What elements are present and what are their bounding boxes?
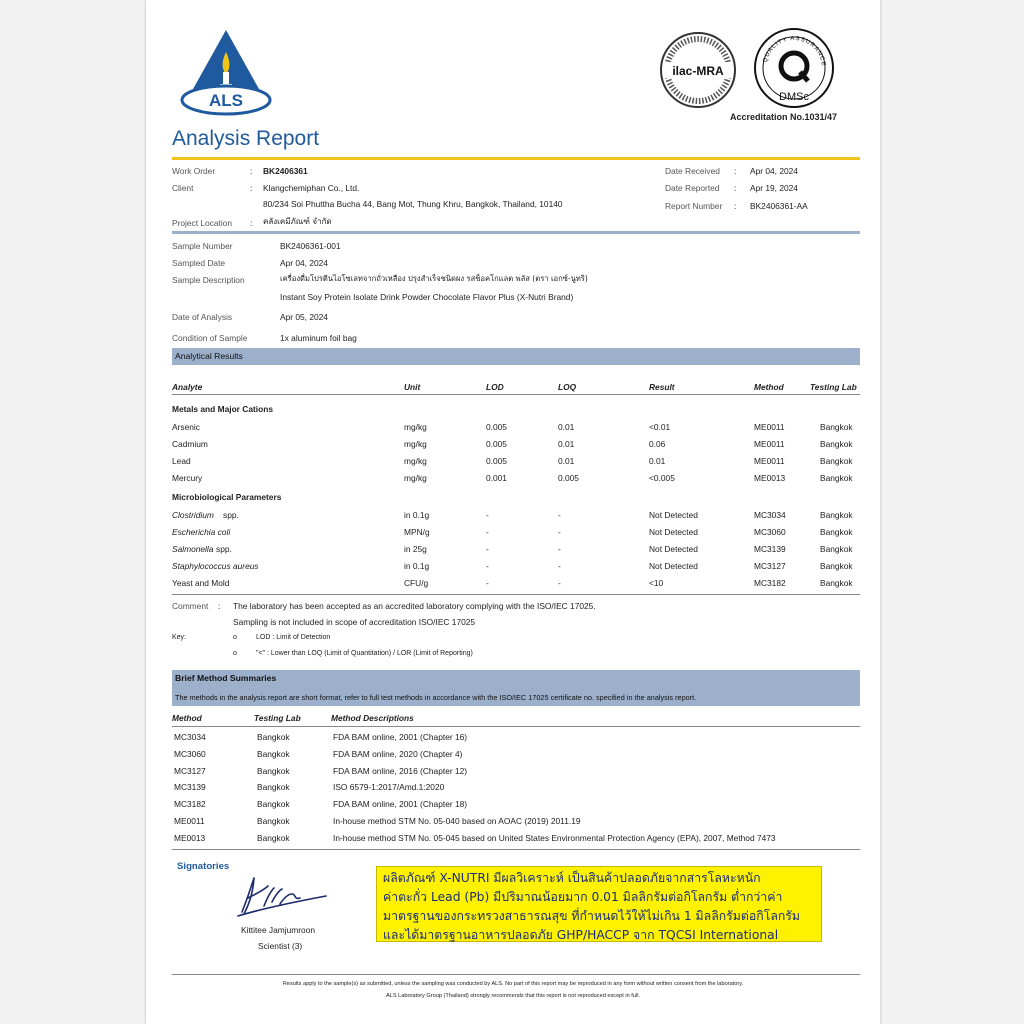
cell-loq: -: [558, 527, 561, 537]
footer-disclaimer-2: ALS Laboratory Group (Thailand) strongly recommends that this report is not reproduced except in full.: [385, 993, 641, 999]
cell-result: <0.005: [649, 473, 675, 483]
col-method-desc: Method Descriptions: [331, 713, 414, 723]
key-lod: LOD : Limit of Detection: [256, 634, 331, 641]
sample-number-label: Sample Number: [172, 241, 233, 251]
signatory-role: Scientist (3): [258, 941, 303, 951]
cell-lab: Bangkok: [820, 527, 853, 537]
cell-unit: in 25g: [404, 544, 427, 554]
cell-unit: mg/kg: [404, 473, 427, 483]
method-code: MC3139: [174, 782, 206, 793]
work-order-value: BK2406361: [263, 166, 308, 176]
sample-description-label: Sample Description: [172, 275, 245, 285]
method-lab: Bangkok: [257, 782, 290, 793]
method-summaries-intro: The methods in the analysis report are short format, refer to full test methods in accordance with the ISO/IEC 17025 certificate no. specified in the analysis report.: [175, 693, 697, 702]
client-address: 80/234 Soi Phuttha Bucha 44, Bang Mot, Thung Khru, Bangkok, Thailand, 10140: [263, 199, 563, 209]
comment-line-2: Sampling is not included in scope of accreditation ISO/IEC 17025: [233, 617, 476, 627]
client-label: Client: [172, 183, 194, 193]
date-received-value: Apr 04, 2024: [750, 166, 798, 176]
highlight-line-3: มาตรฐานของกระทรวงสาธารณสุข ที่กำหนดไว้ให้ไม่เกิน 1 มิลลิกรัมต่อกิโลกรัม: [383, 909, 801, 923]
report-page: ALS ilac-MRA QUALITY ASSURANCE DMSc Accreditation No.1031/47 Analysis Report Work Order : BK2406361 Client : Klangchemiphan Co., Ltd. 80/234 Soi Phuttha Bucha 44, Bang Mot, Thung Khru, Bangkok, Thailand, 10140 Project Location : คลังเคมีภัณฑ์ จำกัด Date Received : Apr 04, 2024 Date Reported : Apr 19, 2024 Report Number : BK2406361-AA Sample Number BK2406361-001 Sampled Date Apr 04, 2024 Sample Description เครื่องดื่มโปรตีนไอโซเลทจากถั่วเหลือง ปรุงสำเร็จชนิดผง รสช็อคโกแลต พลัส (ตรา เอกซ์-นูทริ) Instant Soy Protein Isolate Drink Powder Chocolate Flavor Plus (X-Nutri Brand) Date of Analysis Apr 05, 2024 Condition of Sample 1x aluminum foil bag Analytical Results Analyte Unit LOD LOQ Result Method Testing Lab Metals and Major Cations Arsenic mg/kg 0.005 0.01 <0.01 ME0011 Bangkok Cadmium mg/kg 0.005 0.01 0.06 ME0011 Bangkok Lead mg/kg 0.005 0.01 0.01 ME0011 Bangkok Mercury mg/kg 0.001 0.005 <0.005 ME0013 Bangkok Microbiological Parameters Clostridium spp. in 0.1g - - Not Detected MC3034 Bangkok Escherichia coli MPN/g - - Not Detected MC3060 Bangkok Salmonella spp. in 25g - - Not Detected MC3139 Bangkok Staphylococcus aureus in 0.1g - - Not Detected MC3127 Bangkok Yeast and Mold CFU/g - - <10 MC3182 Bangkok Comment : The laboratory has been accepted as an accredited laboratory complying with the ISO/IEC 17025. Sampling is not included in scope of accreditation ISO/IEC 17025 Key: o LOD : Limit of Detection o "<" : Lower than LOQ (Limit of Quantitation) / LOR (Limit of Reporting) Brief Method Summaries The methods in the analysis report are short format, refer to full test methods in accordance with the ISO/IEC 17025 certificate no. specified in the analysis report. Method Testing Lab Method Descriptions MC3034 Bangkok FDA BAM online, 2001 (Chapter 16) MC3060 Bangkok FDA BAM online, 2020 (Chapter 4) MC3127 Bangkok FDA BAM online, 2016 (Chapter 12) MC3139 Bangkok ISO 6579-1:2017/Amd.1:2020 MC3182 Bangkok FDA BAM online, 2001 (Chapter 18) ME0011 Bangkok In-house method STM No. 05-040 based on AOAC (2019) 2011.19 ME0013 Bangkok In-house method STM No. 05-045 based on United States Environmental Protection Agency (EPA), 2007, Method 7473 Signatories Kittitee Jamjumroon Scientist (3) ผลิตภัณฑ์ X-NUTRI มีผลวิเคราะห์ เป็นสินค้าปลอดภัยจากสารโลหะหนัก ค่าตะกั่ว Lead (Pb) มีปริมาณน้อยมาก 0.01 มิลลิกรัมต่อกิโลกรัม ต่ำกว่าค่า มาตรฐานของกระทรวงสาธารณสุข ที่กำหนดไว้ให้ไม่เกิน 1 มิลลิกรัมต่อกิโลกรัม และได้มาตรฐานอาหารปลอดภัย GHP/HACCP จาก TQCSI International Results apply to the sample(s) as submitted, unless the sampling was conducted by ALS. No part of this report may be reproduced in any form without written consent from the laboratory. ALS Laboratory Group (Thailand) strongly recommends that this report is not reproduced except in full.: [146, 0, 880, 1024]
dmsc-ring-text: QUALITY ASSURANCE: [762, 35, 827, 68]
col-result: Result: [649, 382, 675, 392]
method-code: ME0013: [174, 832, 206, 843]
report-title: Analysis Report: [172, 127, 320, 150]
method-description: FDA BAM online, 2020 (Chapter 4): [333, 748, 463, 759]
cell-unit: mg/kg: [404, 422, 427, 432]
method-description: In-house method STM No. 05-045 based on United States Environmental Protection Agency (EPA), 2007, Method 7473: [333, 832, 776, 843]
col-method: Method: [754, 382, 784, 392]
col-method-code: Method: [172, 713, 202, 723]
method-summaries-title: Brief Method Summaries: [175, 673, 277, 683]
dmsc-text: DMSc: [779, 91, 809, 103]
cell-method: ME0011: [754, 456, 785, 466]
col-loq: LOQ: [558, 382, 577, 392]
cell-result: 0.01: [649, 456, 666, 466]
analyte-name: Lead: [172, 456, 191, 466]
methods-bottom-rule: [172, 849, 860, 850]
method-lab: Bangkok: [257, 748, 290, 759]
analyte-name: Escherichia coli: [172, 527, 231, 537]
cell-loq: 0.01: [558, 456, 575, 466]
method-code: MC3034: [174, 732, 206, 742]
method-lab: Bangkok: [257, 816, 290, 826]
analysis-date-value: Apr 05, 2024: [280, 312, 328, 322]
cell-lab: Bangkok: [820, 561, 853, 571]
table-bottom-rule: [172, 594, 860, 595]
cell-result: <0.01: [649, 422, 671, 432]
analytical-results-bar: [172, 348, 860, 365]
cell-result: Not Detected: [649, 544, 698, 554]
cell-method: MC3034: [754, 510, 786, 520]
method-lab: Bangkok: [257, 765, 290, 776]
col-unit: Unit: [404, 382, 421, 392]
cell-result: Not Detected: [649, 510, 698, 520]
project-location-value: คลังเคมีภัณฑ์ จำกัด: [263, 217, 332, 226]
method-lab: Bangkok: [257, 732, 290, 742]
cell-loq: -: [558, 510, 561, 520]
cell-method: ME0011: [754, 422, 785, 432]
cell-unit: in 0.1g: [404, 510, 430, 520]
analyte-name: Mercury: [172, 473, 203, 483]
method-code: MC3182: [174, 799, 206, 810]
footer-disclaimer-1: Results apply to the sample(s) as submitted, unless the sampling was conducted by ALS. No part of this report may be reproduced in any form without written consent from the laboratory.: [282, 981, 744, 987]
key-bullet-1: o: [233, 634, 237, 641]
analyte-suffix: spp.: [223, 510, 239, 520]
analyte-name: Clostridium: [172, 510, 214, 520]
cell-result: Not Detected: [649, 527, 698, 537]
col-testing-lab: Testing Lab: [810, 382, 857, 392]
cell-unit: in 0.1g: [404, 561, 430, 571]
cell-loq: 0.01: [558, 439, 575, 449]
cell-lab: Bangkok: [820, 578, 853, 588]
signatories-label: Signatories: [177, 861, 230, 872]
cell-lod: 0.005: [486, 456, 507, 466]
method-description: ISO 6579-1:2017/Amd.1:2020: [333, 782, 445, 793]
col-method-lab: Testing Lab: [254, 713, 301, 723]
method-code: ME0011: [174, 816, 205, 826]
cell-method: ME0011: [754, 439, 785, 449]
report-number-value: BK2406361-AA: [750, 201, 808, 211]
footer-rule: [172, 974, 860, 975]
logo-text: ALS: [209, 91, 243, 110]
cell-lab: Bangkok: [820, 473, 853, 483]
signatory-name: Kittitee Jamjumroon: [241, 925, 316, 935]
cell-method: MC3060: [754, 527, 786, 537]
cell-method: MC3139: [754, 544, 786, 554]
cell-loq: -: [558, 561, 561, 571]
methods-header-rule: [172, 726, 860, 727]
method-description: FDA BAM online, 2016 (Chapter 12): [333, 765, 468, 776]
cell-lod: -: [486, 544, 489, 554]
analyte-name: Cadmium: [172, 439, 208, 449]
cell-loq: -: [558, 544, 561, 554]
analyte-name: Staphylococcus aureus: [172, 561, 259, 571]
col-lod: LOD: [486, 382, 504, 392]
method-summaries-bar: [172, 670, 860, 706]
date-reported-label: Date Reported: [665, 183, 720, 193]
cell-lod: -: [486, 578, 489, 588]
cell-unit: mg/kg: [404, 456, 427, 466]
cell-method: MC3127: [754, 561, 786, 571]
date-received-label: Date Received: [665, 166, 720, 176]
key-lower-than: "<" : Lower than LOQ (Limit of Quantitation) / LOR (Limit of Reporting): [256, 650, 473, 657]
cell-lab: Bangkok: [820, 510, 853, 520]
date-reported-value: Apr 19, 2024: [750, 183, 798, 193]
cell-lab: Bangkok: [820, 456, 853, 466]
sampled-date-value: Apr 04, 2024: [280, 258, 328, 268]
cell-loq: -: [558, 578, 561, 588]
method-code: MC3060: [174, 748, 206, 759]
ilac-mra-badge-icon: [658, 30, 738, 110]
cell-lod: -: [486, 527, 489, 537]
group-microbiological: Microbiological Parameters: [172, 492, 282, 502]
method-description: FDA BAM online, 2001 (Chapter 16): [333, 732, 468, 742]
cell-loq: 0.01: [558, 422, 575, 432]
work-order-label: Work Order: [172, 166, 216, 176]
cell-loq: 0.005: [558, 473, 579, 483]
method-description: In-house method STM No. 05-040 based on AOAC (2019) 2011.19: [333, 816, 581, 826]
cell-unit: CFU/g: [404, 578, 429, 588]
analysis-date-label: Date of Analysis: [172, 312, 233, 322]
method-description: FDA BAM online, 2001 (Chapter 18): [333, 799, 468, 810]
client-value: Klangchemiphan Co., Ltd.: [263, 183, 360, 193]
col-analyte: Analyte: [172, 382, 203, 392]
method-code: MC3127: [174, 765, 206, 776]
analyte-name: Arsenic: [172, 422, 200, 432]
sample-description-english: Instant Soy Protein Isolate Drink Powder Chocolate Flavor Plus (X-Nutri Brand): [280, 292, 574, 302]
cell-lab: Bangkok: [820, 422, 853, 432]
highlight-line-4: และได้มาตรฐานอาหารปลอดภัย GHP/HACCP จาก TQCSI International: [383, 928, 779, 942]
key-bullet-2: o: [233, 650, 237, 657]
group-metals: Metals and Major Cations: [172, 404, 273, 414]
cell-method: ME0013: [754, 473, 786, 483]
condition-label: Condition of Sample: [172, 333, 248, 343]
gold-rule: [172, 157, 860, 160]
als-logo-icon: [178, 28, 274, 118]
highlight-note: [376, 866, 822, 942]
sample-number-value: BK2406361-001: [280, 241, 341, 251]
cell-lab: Bangkok: [820, 544, 853, 554]
handwritten-signature-icon: [234, 872, 329, 922]
comment-label: Comment: [172, 601, 209, 611]
cell-unit: MPN/g: [404, 527, 430, 537]
cell-lod: -: [486, 561, 489, 571]
cell-result: 0.06: [649, 439, 666, 449]
cell-method: MC3182: [754, 578, 786, 588]
ilac-text: ilac-MRA: [672, 64, 724, 78]
key-label: Key:: [172, 634, 187, 641]
comment-line-1: The laboratory has been accepted as an accredited laboratory complying with the ISO/IEC 17025.: [233, 601, 596, 611]
cell-result: Not Detected: [649, 561, 698, 571]
highlight-line-2: ค่าตะกั่ว Lead (Pb) มีปริมาณน้อยมาก 0.01 มิลลิกรัมต่อกิโลกรัม ต่ำกว่าค่า: [383, 890, 783, 904]
condition-value: 1x aluminum foil bag: [280, 333, 357, 343]
report-number-label: Report Number: [665, 201, 723, 211]
accreditation-number: Accreditation No.1031/47: [730, 112, 838, 122]
sample-description-thai: เครื่องดื่มโปรตีนไอโซเลทจากถั่วเหลือง ปรุงสำเร็จชนิดผง รสช็อคโกแลต พลัส (ตรา เอกซ์-นูทริ): [280, 274, 588, 283]
analyte-name: Salmonella: [172, 544, 214, 554]
cell-result: <10: [649, 578, 664, 588]
dmsc-quality-assurance-badge-icon: [752, 26, 836, 110]
cell-unit: mg/kg: [404, 439, 427, 449]
header-divider: [172, 231, 860, 234]
cell-lod: -: [486, 510, 489, 520]
analyte-name: Yeast and Mold: [172, 578, 230, 588]
analyte-suffix: spp.: [216, 544, 232, 554]
sampled-date-label: Sampled Date: [172, 258, 226, 268]
highlight-line-1: ผลิตภัณฑ์ X-NUTRI มีผลวิเคราะห์ เป็นสินค้าปลอดภัยจากสารโลหะหนัก: [383, 871, 761, 885]
table-header-rule: [172, 394, 860, 395]
analytical-results-title: Analytical Results: [175, 351, 243, 361]
method-lab: Bangkok: [257, 832, 290, 843]
project-location-label: Project Location: [172, 218, 233, 228]
cell-lod: 0.001: [486, 473, 507, 483]
cell-lod: 0.005: [486, 422, 507, 432]
method-lab: Bangkok: [257, 799, 290, 810]
cell-lab: Bangkok: [820, 439, 853, 449]
cell-lod: 0.005: [486, 439, 507, 449]
